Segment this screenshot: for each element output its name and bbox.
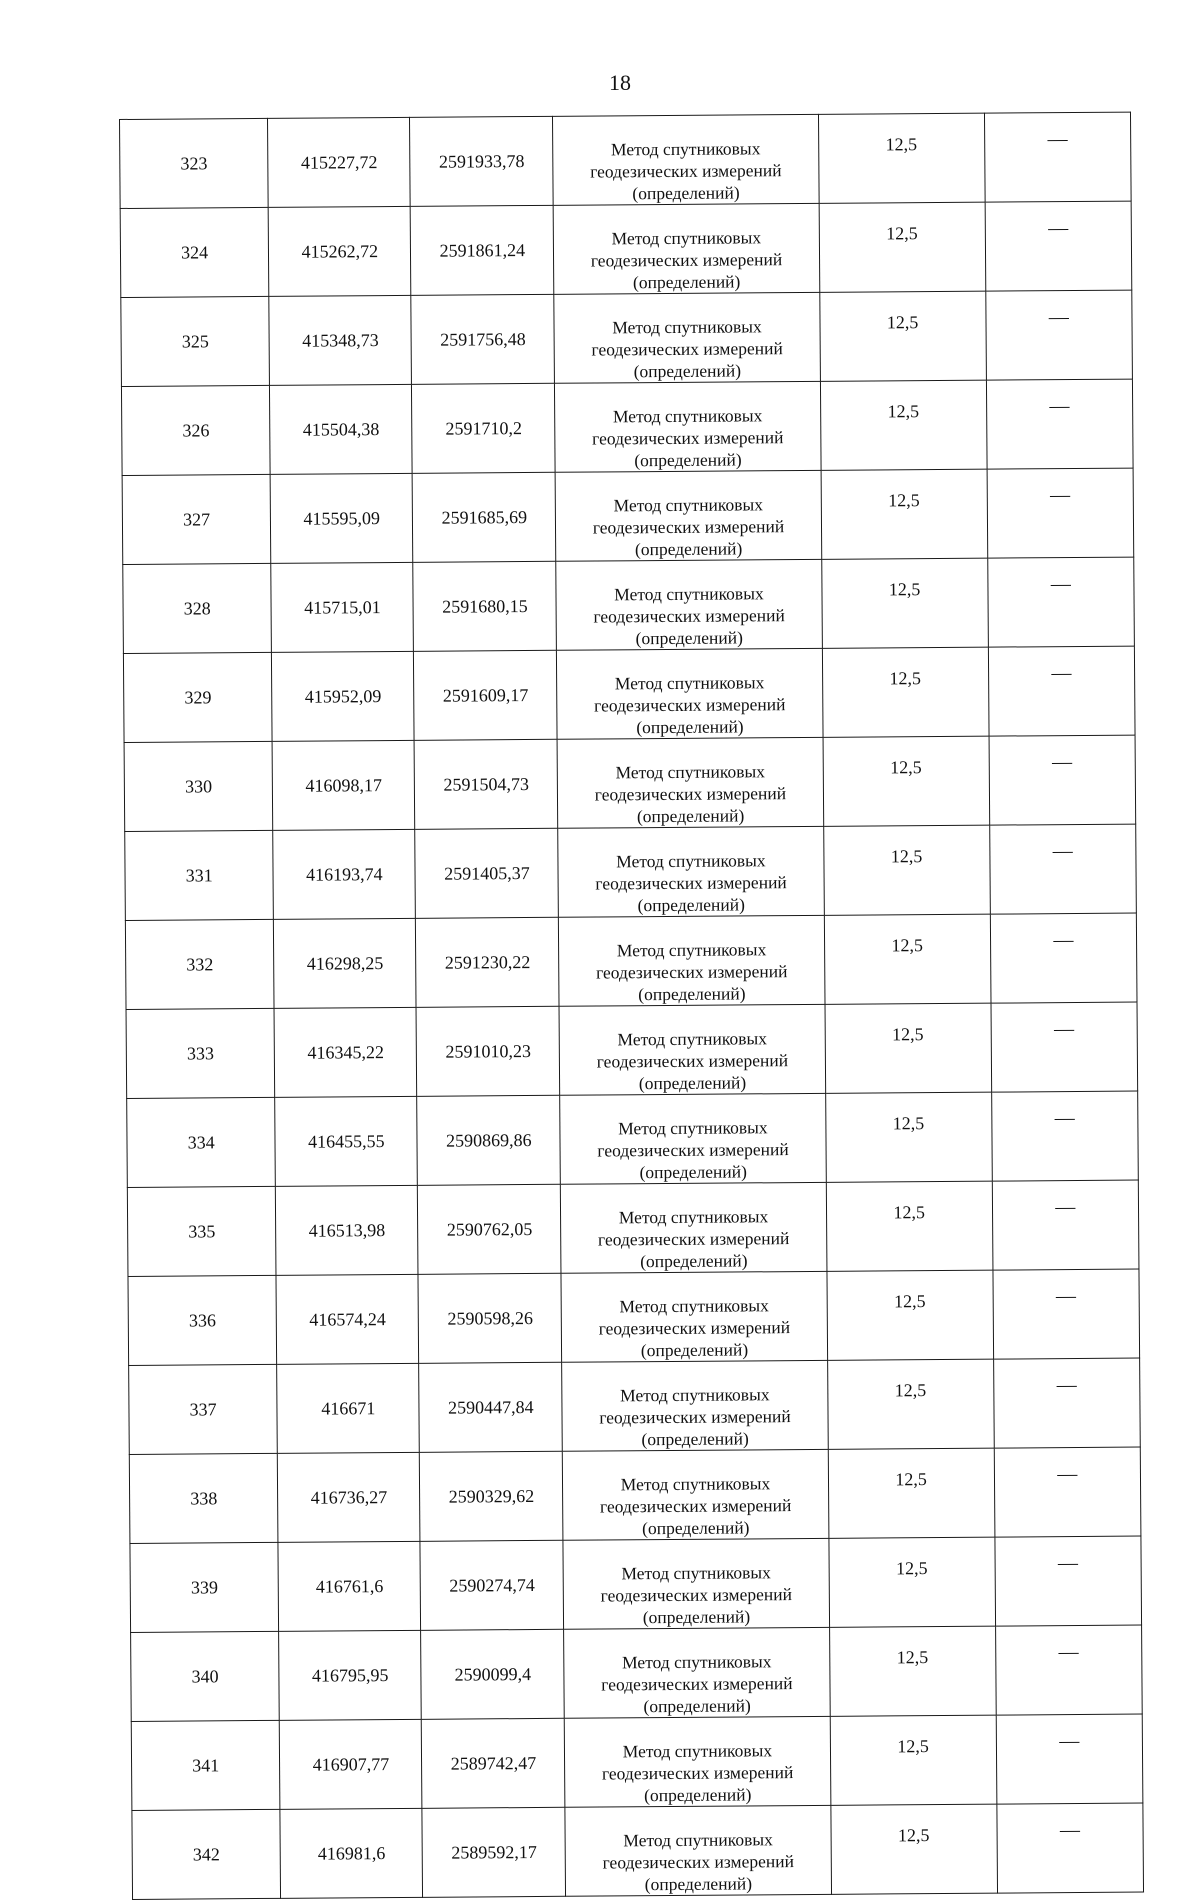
coordinate-y-cell: 2590447,84 xyxy=(419,1362,563,1452)
point-number-cell: 327 xyxy=(122,474,271,564)
method-line: геодезических измерений xyxy=(591,338,783,360)
coordinate-x-cell: 415348,73 xyxy=(269,295,412,385)
accuracy-cell: 12,5 xyxy=(821,469,988,559)
point-number-cell: 323 xyxy=(120,118,269,208)
coordinate-x-cell: 415595,09 xyxy=(270,473,413,563)
coordinate-x-cell: 416345,22 xyxy=(274,1007,417,1097)
method-line: геодезических измерений xyxy=(599,1406,791,1428)
table-row xyxy=(125,824,1137,920)
method-line: (определений) xyxy=(637,894,745,916)
method-line: геодезических измерений xyxy=(595,872,787,894)
point-number-cell: 337 xyxy=(129,1364,278,1454)
coordinate-y-cell: 2590099,4 xyxy=(421,1629,565,1719)
accuracy-cell: 12,5 xyxy=(823,825,990,915)
coordinate-y-cell: 2591504,73 xyxy=(414,739,558,829)
method-cell xyxy=(557,648,823,739)
method-line: геодезических измерений xyxy=(601,1762,794,1784)
method-line: (определений) xyxy=(638,1072,747,1094)
table-row xyxy=(126,1002,1138,1098)
method-cell xyxy=(554,292,820,383)
method-cell xyxy=(561,1182,827,1273)
table-row xyxy=(130,1536,1142,1632)
coordinate-x-cell: 416795,95 xyxy=(279,1630,422,1720)
table-row xyxy=(127,1180,1139,1276)
table-row xyxy=(122,468,1134,564)
table-row xyxy=(132,1803,1144,1899)
coordinate-x-cell: 416193,74 xyxy=(273,829,416,919)
method-cell xyxy=(554,203,820,294)
accuracy-cell: 12,5 xyxy=(818,113,985,203)
method-cell xyxy=(560,1093,826,1184)
accuracy-cell: 12,5 xyxy=(830,1715,997,1805)
method-line: (определений) xyxy=(634,538,743,560)
accuracy-cell: 12,5 xyxy=(823,736,990,826)
method-line: Метод спутниковых xyxy=(616,850,766,872)
coordinate-x-cell: 416671 xyxy=(277,1363,420,1453)
method-line: геодезических измерений xyxy=(599,1495,792,1517)
note-cell: — xyxy=(996,1714,1143,1804)
coordinates-table xyxy=(119,112,1144,1900)
table-row xyxy=(120,201,1132,297)
table-row xyxy=(121,379,1133,475)
coordinate-y-cell: 2590329,62 xyxy=(420,1451,564,1541)
method-line: (определений) xyxy=(640,1250,748,1272)
method-cell xyxy=(559,1004,825,1095)
point-number-cell: 326 xyxy=(121,385,270,475)
point-number-cell: 333 xyxy=(126,1008,275,1098)
note-cell: — xyxy=(984,112,1131,202)
table-row xyxy=(124,735,1136,831)
point-number-cell: 324 xyxy=(120,207,269,297)
method-cell xyxy=(558,826,824,917)
accuracy-cell: 12,5 xyxy=(822,647,989,737)
method-line: геодезических измерений xyxy=(598,1317,791,1339)
coordinate-y-cell: 2591861,24 xyxy=(410,205,554,295)
method-line: геодезических измерений xyxy=(600,1584,793,1606)
method-cell xyxy=(564,1627,830,1718)
coordinate-y-cell: 2591710,2 xyxy=(412,383,556,473)
method-line: Метод спутниковых xyxy=(611,227,762,249)
method-line: геодезических измерений xyxy=(601,1673,793,1695)
point-number-cell: 334 xyxy=(127,1097,276,1187)
table-row xyxy=(127,1091,1139,1187)
method-line: Метод спутниковых xyxy=(621,1562,771,1584)
method-cell xyxy=(556,470,822,561)
method-line: Метод спутниковых xyxy=(618,1117,768,1139)
method-cell xyxy=(563,1538,829,1629)
accuracy-cell: 12,5 xyxy=(826,1270,993,1360)
method-line: Метод спутниковых xyxy=(620,1473,771,1495)
method-line: Метод спутниковых xyxy=(610,138,761,160)
method-line: геодезических измерений xyxy=(590,249,783,271)
method-line: (определений) xyxy=(644,1784,752,1806)
coordinate-y-cell: 2591010,23 xyxy=(416,1006,560,1096)
method-cell xyxy=(561,1271,827,1362)
coordinate-x-cell: 415504,38 xyxy=(270,384,413,474)
coordinate-y-cell: 2589592,17 xyxy=(422,1807,566,1897)
method-cell xyxy=(563,1449,829,1540)
method-line: Метод спутниковых xyxy=(612,316,762,338)
table-row xyxy=(131,1625,1143,1721)
method-line: (определений) xyxy=(632,182,740,204)
point-number-cell: 328 xyxy=(123,563,272,653)
coordinate-x-cell: 415952,09 xyxy=(272,651,415,741)
table-row xyxy=(120,112,1132,208)
accuracy-cell: 12,5 xyxy=(828,1537,995,1627)
coordinate-y-cell: 2590598,26 xyxy=(418,1273,562,1363)
table-row xyxy=(129,1447,1141,1543)
method-line: геодезических измерений xyxy=(594,783,787,805)
method-line: (определений) xyxy=(644,1873,753,1895)
coordinate-x-cell: 416981,6 xyxy=(280,1808,423,1898)
note-cell: — xyxy=(987,468,1134,558)
method-cell xyxy=(553,114,819,205)
method-line: (определений) xyxy=(642,1517,750,1539)
note-cell: — xyxy=(993,1358,1140,1448)
table-row xyxy=(121,290,1133,386)
method-line: геодезических измерений xyxy=(590,160,782,182)
table-body xyxy=(120,112,1144,1899)
method-line: геодезических измерений xyxy=(602,1851,795,1873)
note-cell: — xyxy=(991,1002,1138,1092)
point-number-cell: 338 xyxy=(129,1453,278,1543)
method-line: геодезических измерений xyxy=(597,1139,789,1161)
accuracy-cell: 12,5 xyxy=(821,558,988,648)
method-line: Метод спутниковых xyxy=(621,1651,772,1673)
accuracy-cell: 12,5 xyxy=(824,914,991,1004)
coordinate-x-cell: 416761,6 xyxy=(278,1541,421,1631)
method-cell xyxy=(559,915,825,1006)
table-row xyxy=(125,913,1137,1009)
coordinate-x-cell: 415262,72 xyxy=(268,206,411,296)
accuracy-cell: 12,5 xyxy=(826,1181,993,1271)
method-line: Метод спутниковых xyxy=(616,939,767,961)
method-cell xyxy=(555,381,821,472)
method-line: Метод спутниковых xyxy=(613,494,764,516)
note-cell: — xyxy=(995,1536,1142,1626)
coordinate-y-cell: 2590274,74 xyxy=(420,1540,564,1630)
method-line: Метод спутниковых xyxy=(614,672,765,694)
point-number-cell: 329 xyxy=(123,652,272,742)
method-line: геодезических измерений xyxy=(592,516,785,538)
note-cell: — xyxy=(992,1180,1139,1270)
coordinate-y-cell: 2591609,17 xyxy=(414,650,558,740)
method-cell xyxy=(557,737,823,828)
point-number-cell: 325 xyxy=(121,296,270,386)
coordinate-x-cell: 415715,01 xyxy=(271,562,414,652)
method-line: (определений) xyxy=(641,1428,749,1450)
coordinate-y-cell: 2591933,78 xyxy=(410,116,554,206)
point-number-cell: 340 xyxy=(131,1631,280,1721)
page-number: 18 xyxy=(609,70,631,95)
accuracy-cell: 12,5 xyxy=(819,291,986,381)
method-line: геодезических измерений xyxy=(597,1228,790,1250)
coordinate-x-cell: 416098,17 xyxy=(272,740,415,830)
note-cell: — xyxy=(991,1091,1138,1181)
coordinate-y-cell: 2589742,47 xyxy=(422,1718,566,1808)
point-number-cell: 335 xyxy=(127,1186,276,1276)
coordinate-x-cell: 416574,24 xyxy=(276,1274,419,1364)
point-number-cell: 339 xyxy=(130,1542,279,1632)
coordinate-y-cell: 2591405,37 xyxy=(415,828,559,918)
coordinate-y-cell: 2590869,86 xyxy=(417,1095,561,1185)
note-cell: — xyxy=(986,379,1133,469)
method-line: Метод спутниковых xyxy=(623,1829,773,1851)
method-line: Метод спутниковых xyxy=(620,1384,770,1406)
accuracy-cell: 12,5 xyxy=(820,380,987,470)
coordinate-y-cell: 2591685,69 xyxy=(412,472,556,562)
coordinate-x-cell: 416455,55 xyxy=(275,1096,418,1186)
method-line: Метод спутниковых xyxy=(614,583,764,605)
coordinate-y-cell: 2591680,15 xyxy=(413,561,557,651)
method-line: Метод спутниковых xyxy=(615,761,766,783)
coordinate-y-cell: 2590762,05 xyxy=(418,1184,562,1274)
table-row xyxy=(131,1714,1143,1810)
note-cell: — xyxy=(986,290,1133,380)
accuracy-cell: 12,5 xyxy=(828,1448,995,1538)
method-line: Метод спутниковых xyxy=(619,1295,769,1317)
note-cell: — xyxy=(994,1447,1141,1537)
method-line: Метод спутниковых xyxy=(612,405,763,427)
method-line: Метод спутниковых xyxy=(618,1206,769,1228)
accuracy-cell: 12,5 xyxy=(827,1359,994,1449)
coordinate-y-cell: 2591230,22 xyxy=(416,917,560,1007)
method-line: (определений) xyxy=(636,805,745,827)
method-line: геодезических измерений xyxy=(595,961,788,983)
note-cell: — xyxy=(987,557,1134,647)
method-cell xyxy=(565,1805,831,1896)
coordinate-x-cell: 416513,98 xyxy=(276,1185,419,1275)
accuracy-cell: 12,5 xyxy=(829,1626,996,1716)
coordinate-x-cell: 416907,77 xyxy=(280,1719,423,1809)
note-cell: — xyxy=(989,735,1136,825)
method-line: (определений) xyxy=(635,627,744,649)
accuracy-cell: 12,5 xyxy=(825,1003,992,1093)
accuracy-cell: 12,5 xyxy=(830,1804,997,1894)
note-cell: — xyxy=(989,824,1136,914)
method-line: Метод спутниковых xyxy=(617,1028,768,1050)
method-line: геодезических измерений xyxy=(593,605,785,627)
table-row xyxy=(129,1358,1141,1454)
table-row xyxy=(123,557,1135,653)
method-line: (определений) xyxy=(642,1606,751,1628)
point-number-cell: 330 xyxy=(124,741,273,831)
note-cell: — xyxy=(993,1269,1140,1359)
coordinate-x-cell: 415227,72 xyxy=(268,117,411,207)
note-cell: — xyxy=(990,913,1137,1003)
accuracy-cell: 12,5 xyxy=(819,202,986,292)
table-row xyxy=(128,1269,1140,1365)
method-line: (определений) xyxy=(643,1695,751,1717)
method-line: (определений) xyxy=(634,449,742,471)
point-number-cell: 342 xyxy=(132,1809,281,1899)
method-cell xyxy=(565,1716,831,1807)
method-line: (определений) xyxy=(640,1339,749,1361)
table-row xyxy=(123,646,1135,742)
point-number-cell: 336 xyxy=(128,1275,277,1365)
note-cell: — xyxy=(995,1625,1142,1715)
note-cell: — xyxy=(988,646,1135,736)
note-cell: — xyxy=(985,201,1132,291)
point-number-cell: 341 xyxy=(131,1720,280,1810)
point-number-cell: 332 xyxy=(125,919,274,1009)
method-line: геодезических измерений xyxy=(592,427,784,449)
note-cell: — xyxy=(997,1803,1144,1893)
point-number-cell: 331 xyxy=(125,830,274,920)
method-line: (определений) xyxy=(639,1161,747,1183)
method-line: геодезических измерений xyxy=(594,694,786,716)
method-line: (определений) xyxy=(632,271,741,293)
accuracy-cell: 12,5 xyxy=(825,1092,992,1182)
method-cell xyxy=(556,559,822,650)
method-line: геодезических измерений xyxy=(596,1050,789,1072)
coordinate-y-cell: 2591756,48 xyxy=(411,294,555,384)
method-line: (определений) xyxy=(633,360,742,382)
method-line: (определений) xyxy=(636,716,744,738)
method-line: (определений) xyxy=(638,983,746,1005)
method-cell xyxy=(562,1360,828,1451)
coordinate-x-cell: 416298,25 xyxy=(274,918,417,1008)
coordinate-x-cell: 416736,27 xyxy=(278,1452,421,1542)
method-line: Метод спутниковых xyxy=(622,1740,773,1762)
